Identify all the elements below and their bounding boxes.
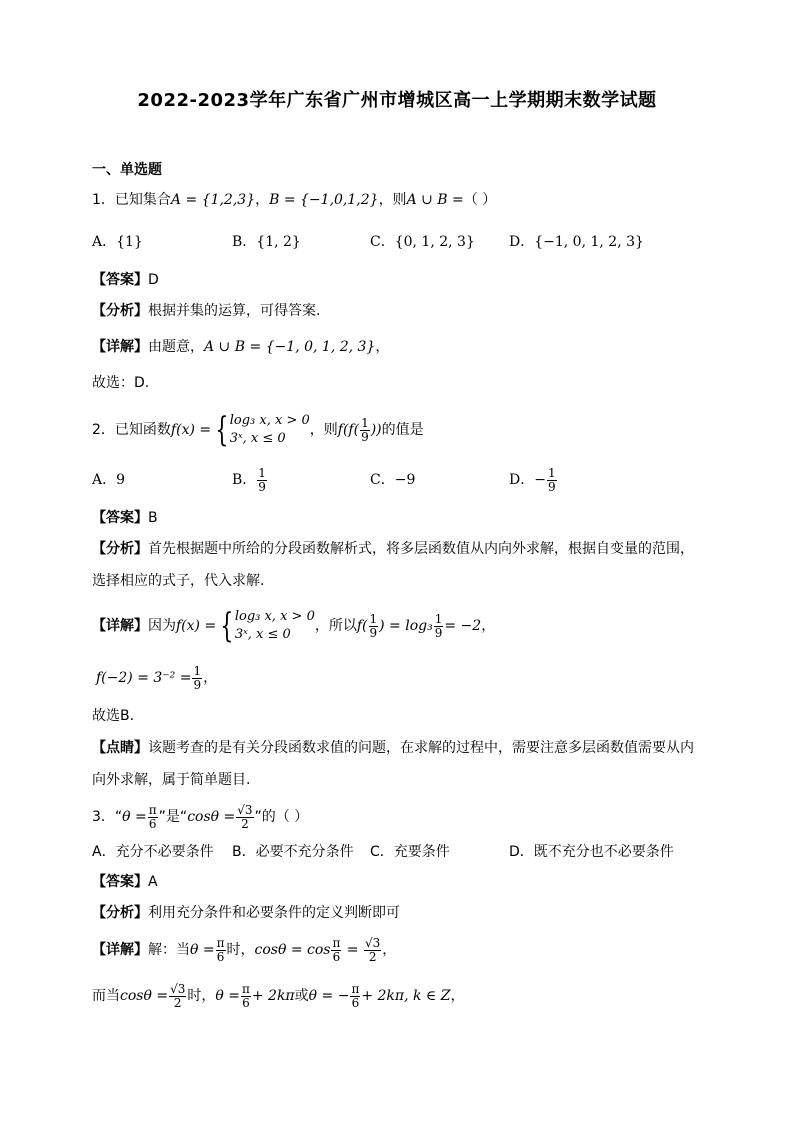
frac-den: 9 — [434, 625, 443, 640]
q3-detail-pi-frac — [216, 937, 226, 964]
q3-option-c: C．充要条件 — [370, 844, 450, 860]
q3-line2-pi-frac1 — [241, 983, 251, 1010]
frac-num: √3 — [237, 802, 253, 817]
frac-den: 6 — [351, 995, 360, 1010]
q3-line2-when: 时， — [187, 988, 216, 1004]
frac-den: 9 — [547, 479, 556, 494]
q2-stem-prefix: 2．已知函数 — [92, 422, 171, 438]
analysis-label: 【分析】 — [92, 905, 148, 921]
analysis-label: 【分析】 — [92, 303, 148, 319]
q2-analysis-line2: 选择相应的式子，代入求解. — [92, 573, 265, 589]
frac-num: 1 — [193, 663, 202, 678]
frac-num: 1 — [434, 611, 443, 626]
frac-den: 9 — [258, 479, 266, 494]
answer-label: 【答案】 — [92, 510, 148, 526]
q2-comment-text1: 该题考查的是有关分段函数求值的问题，在求解的过程中，需要注意多层函数值需要从内 — [148, 740, 694, 756]
q2-ff-close: )) — [370, 422, 382, 438]
detail-label: 【详解】 — [92, 618, 148, 634]
q2-analysis-text1: 首先根据题中所给的分段函数解析式，将多层函数值从内向外求解，根据自变量的范围， — [148, 541, 694, 557]
q1-stem-suffix: （ ） — [463, 192, 497, 208]
q1-analysis-text: 根据并集的运算，可得答案. — [148, 303, 321, 319]
q3-line2-sqrt-frac — [169, 983, 186, 1010]
q2-answer — [92, 508, 158, 528]
q2-detail-frac1 — [369, 613, 379, 640]
q2-option-b — [232, 462, 268, 498]
q3-detail-cos: cosθ = cos — [254, 942, 331, 958]
q2-detail-eq: ) = log₃ — [379, 618, 433, 634]
q3-option-b: B．必要不充分条件 — [232, 844, 354, 860]
frac-num: √3 — [170, 981, 186, 996]
q3-stem-suffix: ”的（ ） — [254, 809, 309, 825]
q2-frac-num: 1 — [361, 415, 369, 430]
q3-theta-eq: θ = — [122, 809, 147, 825]
q3-line2-b: + 2kπ — [251, 988, 295, 1004]
q2-line2-frac — [192, 665, 202, 692]
q3-detail-sqrt-frac — [364, 937, 381, 964]
frac-num: π — [241, 981, 250, 996]
q3-line2-a: θ = — [215, 988, 240, 1004]
q1-conclusion: 故选：D. — [92, 375, 150, 391]
q3-detail-line2 — [92, 978, 464, 1014]
q1-stem-prefix: 1．已知集合 — [92, 192, 171, 208]
q2-ff: f(f( — [337, 422, 360, 438]
q3-line2-end: ， — [450, 988, 465, 1004]
q3-pi-frac — [148, 804, 158, 831]
q1-option-c: C．{0, 1, 2, 3} — [370, 234, 475, 250]
q2-detail-f: f( — [356, 618, 368, 634]
q3-mid: ”是“ — [158, 809, 188, 825]
q1-detail — [92, 337, 389, 357]
q3-sqrt-frac — [236, 804, 253, 831]
q2-fraction — [360, 417, 370, 444]
answer-label: 【答案】 — [92, 874, 148, 890]
frac-num: π — [351, 981, 360, 996]
q2-fx: f(x) = — [170, 422, 212, 438]
q2-option-b-frac — [257, 467, 267, 494]
q3-analysis-text: 利用充分条件和必要条件的定义判断即可 — [148, 905, 400, 921]
frac-num: 1 — [369, 611, 378, 626]
answer-label: 【答案】 — [92, 272, 148, 288]
q2-option-d-label: D．− — [509, 472, 546, 488]
q2-comment-line1 — [92, 738, 694, 758]
q3-option-d: D．既不充分也不必要条件 — [509, 844, 674, 860]
q3-line2-d: + 2kπ, k ∈ Z — [361, 988, 451, 1004]
analysis-label: 【分析】 — [92, 541, 148, 557]
q1-detail-expr: A ∪ B = {−1, 0, 1, 2, 3} — [204, 339, 376, 355]
frac-den: 9 — [369, 625, 378, 640]
q1-answer — [92, 270, 159, 290]
comment-label: 【点睛】 — [92, 740, 148, 756]
q3-line2-or: 或 — [294, 988, 309, 1004]
q3-stem — [92, 800, 308, 834]
q2-case2: 3ˣ, x ≤ 0 — [229, 431, 286, 446]
q3-detail-end: ， — [382, 942, 397, 958]
q2-detail-case2: 3ˣ, x ≤ 0 — [234, 627, 291, 642]
q2-option-d-frac — [547, 467, 557, 494]
q1-answer-value: D — [148, 272, 159, 288]
q3-line2-c: θ = − — [308, 988, 350, 1004]
q2-detail-frac2 — [434, 613, 444, 640]
q2-detail-case1: log₃ x, x > 0 — [234, 609, 315, 624]
q2-option-d — [509, 462, 558, 498]
q3-detail-theta: θ = — [190, 942, 215, 958]
q1-detail-end: ， — [375, 339, 390, 355]
q2-stem-mid: ，则 — [309, 422, 338, 438]
q1-set-a: A = {1,2,3} — [170, 192, 256, 208]
q1-analysis — [92, 301, 320, 321]
q3-option-a: A．充分不必要条件 — [92, 844, 214, 860]
q2-detail-fx: f(x) = — [176, 618, 217, 634]
q2-line2-expr: f(−2) = 3⁻² = — [96, 670, 192, 686]
section-heading: 一、单选题 — [92, 162, 162, 178]
q3-detail: 【详解】解：当θ = $\frac{\pi}{6}$ 时，cosθ = cos $\frac{\pi}{6}$ = $\frac{√3}{2}$ ， — [92, 935, 397, 964]
q3-analysis — [92, 903, 400, 923]
frac-num: 1 — [258, 465, 266, 480]
q2-cases — [230, 412, 310, 448]
frac-den: 6 — [332, 949, 341, 964]
q2-option-b-label: B． — [232, 472, 257, 488]
q1-set-b: B = {−1,0,1,2} — [269, 192, 379, 208]
frac-num: π — [148, 802, 157, 817]
q3-detail-pi-frac2 — [331, 937, 341, 964]
q3-cos-eq: cosθ = — [187, 809, 236, 825]
frac-den: 2 — [368, 949, 377, 964]
q2-detail-mid: ，所以 — [314, 618, 357, 634]
frac-num: π — [216, 935, 225, 950]
q2-detail-end: ， — [481, 618, 496, 634]
q2-comment-line2: 向外求解，属于简单题目. — [92, 772, 251, 788]
q3-line2-prefix: 而当 — [92, 988, 120, 1004]
q2-detail-text: 因为 — [148, 618, 176, 634]
q3-answer-value: A — [148, 874, 158, 890]
frac-num: √3 — [365, 935, 381, 950]
q1-option-d: D．{−1, 0, 1, 2, 3} — [509, 234, 644, 250]
q3-detail-when: 时， — [226, 942, 255, 958]
detail-label: 【详解】 — [92, 339, 148, 355]
frac-den: 9 — [193, 677, 202, 692]
q2-line2-end: ， — [203, 670, 218, 686]
q2-analysis-line1 — [92, 539, 694, 559]
frac-num: 1 — [547, 465, 556, 480]
q3-line2-pi-frac2 — [350, 983, 360, 1010]
q1-option-a: A．{1} — [92, 234, 143, 250]
frac-den: 2 — [173, 995, 182, 1010]
q1-stem: 1．已知集合A = {1,2,3}，B = {−1,0,1,2}，则A ∪ B =（ ） — [92, 192, 497, 208]
detail-label: 【详解】 — [92, 942, 148, 958]
q2-stem-suffix: 的值是 — [381, 422, 424, 438]
q1-detail-text: 由题意， — [148, 339, 204, 355]
page-title: 2022-2023学年广东省广州市增城区高一上学期期末数学试题 — [137, 90, 657, 111]
frac-num: π — [332, 935, 341, 950]
q2-stem — [92, 410, 424, 450]
piecewise-brace: { — [215, 410, 229, 450]
q3-stem-prefix: 3．“ — [92, 809, 123, 825]
q3-answer — [92, 872, 158, 892]
q2-option-c: C．−9 — [370, 472, 416, 488]
frac-den: 6 — [148, 816, 157, 831]
q3-line2-cos: cosθ = — [120, 988, 169, 1004]
q1-expr: A ∪ B = — [406, 192, 464, 208]
q2-answer-value: B — [148, 510, 158, 526]
q2-detail-cases — [235, 608, 315, 644]
q3-detail-text: 解：当 — [148, 942, 190, 958]
q2-frac-den: 9 — [361, 429, 369, 444]
q2-detail-res: = −2 — [444, 618, 482, 634]
q1-option-b: B．{1, 2} — [232, 234, 301, 250]
piecewise-brace: { — [220, 606, 234, 646]
q2-detail — [92, 606, 495, 646]
q2-option-a: A．9 — [92, 472, 126, 488]
q2-detail-line2 — [96, 660, 217, 696]
frac-den: 6 — [216, 949, 225, 964]
q1-stem-mid: ，则 — [378, 192, 407, 208]
q2-case1: log₃ x, x > 0 — [229, 413, 310, 428]
frac-den: 2 — [241, 816, 249, 831]
frac-den: 6 — [242, 995, 250, 1010]
q2-conclusion: 故选B. — [92, 708, 135, 724]
